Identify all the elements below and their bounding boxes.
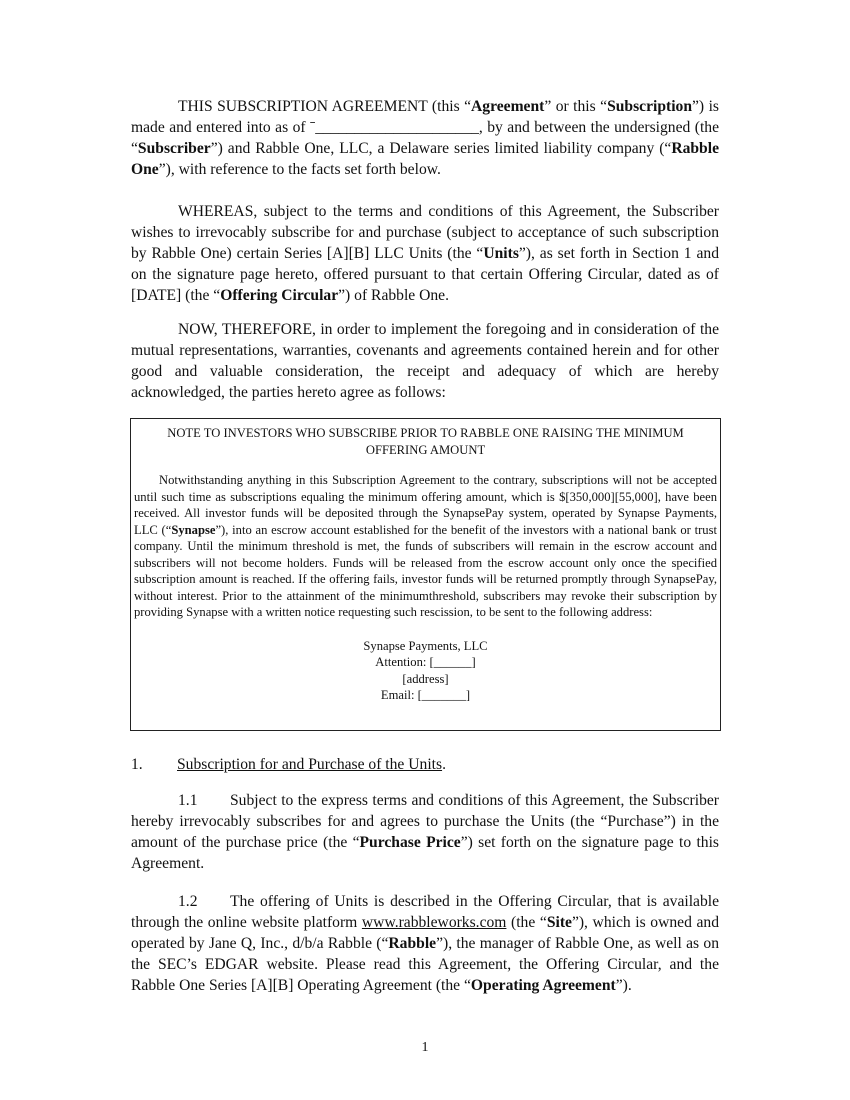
address-line: [address] [402,671,449,686]
whereas-paragraph [131,202,719,307]
section-title: Subscription for and Purchase of the Units [177,756,443,773]
investor-notice-box [130,418,721,731]
clause-number: 1.1 [178,792,198,809]
defined-term: Rabble [388,934,437,952]
section-1-heading [131,756,446,774]
defined-term: Units [483,244,519,262]
address-email: Email: [_______] [380,688,471,702]
text-segment: NOW, THEREFORE, in order to implement the foregoing and in consideration of the mutual representations, warranties, covenants and agreements contained herein and for other good and valuable consideration, the receipt and adequacy of which are hereby acknowledged, the parties hereto agree as follows: [131,321,719,401]
text-segment: ”) is made and entered into as of ˉ_____________________, by and between the undersigned (the “ [131,98,719,157]
text-segment: ”), which is owned and operated by Jane Q, Inc., d/b/a Rabble (“ [131,913,719,952]
text-segment: ”), the manager of Rabble One, as well as on the SEC’s EDGAR website. Please read this Agreement, the Offering Circular, and the Rabble One Series [A][B] Operating Agreement (the “ [131,934,719,994]
notice-body [134,472,717,621]
text-segment: The offering of Units is described in the Offering Circular, that is available through the online website platform [131,893,719,931]
section-number: 1. [131,756,143,773]
text-segment: ”), with reference to the facts set forth below. [158,160,441,178]
text-segment: (the “ [506,913,547,931]
clause-1-2 [131,892,719,997]
clause-1-1 [131,791,719,875]
text-segment: ”). [615,976,632,994]
text-segment: ”) set forth on the signature page to this Agreement. [131,833,719,872]
text-segment: ”) and Rabble One, LLC, a Delaware series limited liability company (“ [210,139,672,157]
text-segment: ”) of Rabble One. [338,286,449,304]
notice-address [131,638,720,704]
text-segment: WHEREAS, subject to the terms and conditions of this Agreement, the Subscriber wishes to irrevocably subscribe for and purchase (subject to acceptance of such subscription by Rabble One) certain Series [A][B] LLC Units (the “ [131,203,719,262]
address-attention: Attention: [______] [375,655,476,669]
defined-term: Subscription [607,98,693,115]
text-segment: THIS SUBSCRIPTION AGREEMENT (this “ [178,98,472,115]
defined-term: Subscriber [137,139,211,157]
defined-term: Agreement [471,98,545,115]
defined-term: Site [546,913,572,931]
defined-term: Rabble One [131,139,719,178]
text-segment: Notwithstanding anything in this Subscription Agreement to the contrary, subscriptions will not be accepted until such time as subscriptions equaling the minimum offering amount, which is $[350,000][55,000], have been received. All investor funds will be deposited through the SynapsePay system, operated by Synapse Payments, LLC (“ [134,473,717,537]
clause-number: 1.2 [178,893,198,910]
defined-term: Operating Agreement [470,976,616,994]
page-number: 1 [421,1040,429,1055]
text-segment: ”), into an escrow account established for the benefit of the investors with a national bank or trust company. Until the minimum threshold is met, the funds of subscribers will remain in the escrow account and subscribers will not become holders. Funds will be released from the escrow account only once the specified subscription amount is reached. If the offering fails, investor funds will be returned promptly through SynapsePay, without interest. Prior to the attainment of the minimumthreshold, subscribers may revoke their subscription by providing Synapse with a written notice requesting such rescission, to be sent to the following address: [134,522,717,619]
now-therefore-paragraph [131,320,719,404]
section-title-period: . [442,756,446,773]
defined-term: Synapse [171,522,216,537]
address-company: Synapse Payments, LLC [363,638,488,653]
notice-title: NOTE TO INVESTORS WHO SUBSCRIBE PRIOR TO RABBLE ONE RAISING THE MINIMUM OFFERING AMOUNT [167,426,684,457]
defined-term: Purchase Price [359,833,461,851]
text-segment: Subject to the express terms and conditions of this Agreement, the Subscriber hereby irrevocably subscribes for and agrees to purchase the Units (the “Purchase”) in the amount of the purchase price (the “ [131,792,719,851]
text-segment: ”), as set forth in Section 1 and on the signature page hereto, offered pursuant to that certain Offering Circular, dated as of [DATE] (the “ [131,244,720,304]
defined-term: Offering Circular [220,286,339,304]
text-segment: ” or this “ [544,98,608,115]
site-link[interactable]: www.rabbleworks.com [361,913,507,931]
intro-paragraph [131,97,719,181]
